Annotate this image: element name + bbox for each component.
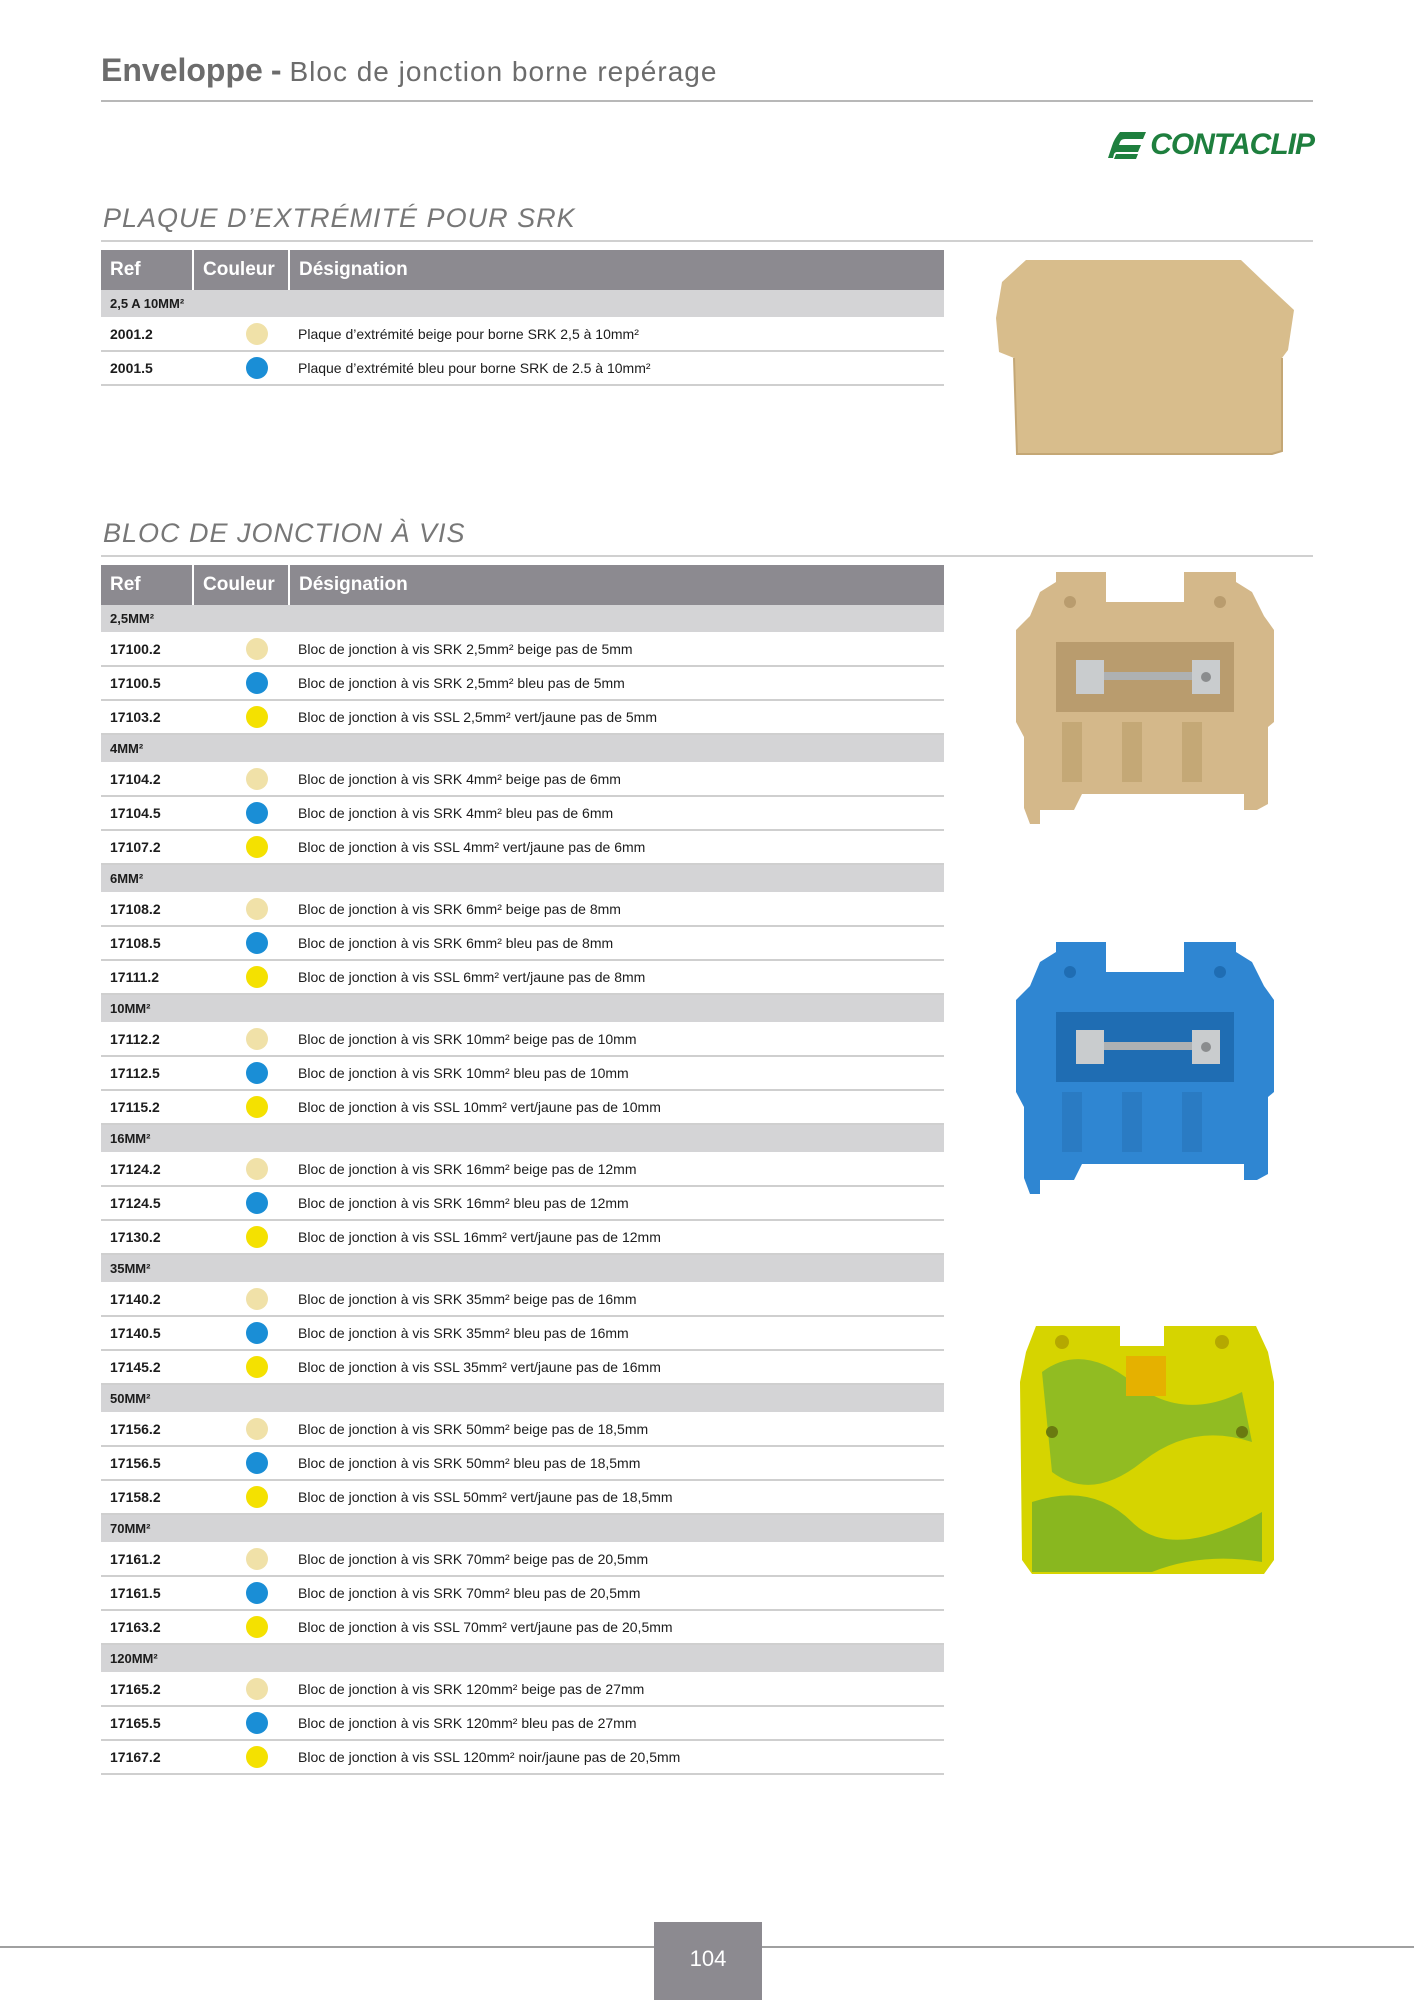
screw-terminal-table: [101, 565, 944, 1775]
color-swatch-beige: [246, 768, 268, 790]
designation-cell: Bloc de jonction à vis SRK 70mm² bleu pas de 20,5mm: [289, 1576, 944, 1610]
color-cell: [193, 1480, 289, 1514]
group-row: [101, 994, 944, 1023]
ref-cell: 17124.2: [101, 1153, 193, 1187]
ref-cell: 17112.5: [101, 1056, 193, 1090]
table-row: [101, 1413, 944, 1447]
designation-cell: Bloc de jonction à vis SRK 35mm² beige pas de 16mm: [289, 1283, 944, 1317]
table-row: [101, 1673, 944, 1707]
color-swatch-bleu: [246, 1322, 268, 1344]
designation-cell: Bloc de jonction à vis SSL 35mm² vert/jaune pas de 16mm: [289, 1350, 944, 1384]
section-heading-end-plate: PLAQUE D’EXTRÉMITÉ POUR SRK: [103, 203, 576, 233]
table-row: [101, 763, 944, 797]
table-row: [101, 1543, 944, 1577]
designation-cell: Bloc de jonction à vis SRK 4mm² beige pas de 6mm: [289, 763, 944, 797]
table-row: [101, 960, 944, 994]
color-cell: [193, 1220, 289, 1254]
ref-cell: 2001.2: [101, 318, 193, 352]
color-swatch-bleu: [246, 1192, 268, 1214]
designation-cell: Bloc de jonction à vis SRK 16mm² bleu pas de 12mm: [289, 1186, 944, 1220]
contaclip-logo-mark-icon: [1108, 129, 1148, 161]
ref-cell: 17158.2: [101, 1480, 193, 1514]
section-divider: [101, 240, 1313, 242]
color-swatch-beige: [246, 1158, 268, 1180]
designation-cell: Bloc de jonction à vis SSL 2,5mm² vert/jaune pas de 5mm: [289, 700, 944, 734]
color-swatch-vert-jaune: [246, 1096, 268, 1118]
column-header-designation: Désignation: [289, 565, 944, 605]
page-title: [101, 52, 717, 89]
column-header-couleur: Couleur: [193, 565, 289, 605]
color-cell: [193, 633, 289, 667]
color-cell: [193, 666, 289, 700]
ref-cell: 17140.5: [101, 1316, 193, 1350]
ref-cell: 17140.2: [101, 1283, 193, 1317]
color-cell: [193, 700, 289, 734]
table-row: [101, 1220, 944, 1254]
group-label: 35MM²: [101, 1254, 944, 1283]
section-heading-screw-terminal: BLOC DE JONCTION À VIS: [103, 518, 466, 548]
color-swatch-bleu: [246, 1712, 268, 1734]
designation-cell: Plaque d’extrémité beige pour borne SRK 2,5 à 10mm²: [289, 318, 944, 352]
ref-cell: 17124.5: [101, 1186, 193, 1220]
ref-cell: 17156.2: [101, 1413, 193, 1447]
ref-cell: 17103.2: [101, 700, 193, 734]
ref-cell: 17161.5: [101, 1576, 193, 1610]
group-label: 16MM²: [101, 1124, 944, 1153]
table-row: [101, 1706, 944, 1740]
group-row: [101, 864, 944, 893]
color-cell: [193, 1610, 289, 1644]
page-title-main: Enveloppe: [101, 52, 263, 88]
page-title-separator: -: [270, 52, 282, 88]
group-row: [101, 734, 944, 763]
table-row: [101, 633, 944, 667]
designation-cell: Plaque d’extrémité bleu pour borne SRK de 2.5 à 10mm²: [289, 351, 944, 385]
color-cell: [193, 1090, 289, 1124]
designation-cell: Bloc de jonction à vis SRK 6mm² beige pas de 8mm: [289, 893, 944, 927]
designation-cell: Bloc de jonction à vis SSL 50mm² vert/jaune pas de 18,5mm: [289, 1480, 944, 1514]
section-divider: [101, 555, 1313, 557]
table-row: [101, 1740, 944, 1774]
ref-cell: 17165.2: [101, 1673, 193, 1707]
table-row: [101, 893, 944, 927]
ref-cell: 17112.2: [101, 1023, 193, 1057]
color-swatch-vert-jaune: [246, 1226, 268, 1248]
page-number: 104: [654, 1922, 762, 2000]
designation-cell: Bloc de jonction à vis SRK 10mm² beige pas de 10mm: [289, 1023, 944, 1057]
color-swatch-vert-jaune: [246, 1356, 268, 1378]
ref-cell: 17156.5: [101, 1446, 193, 1480]
table-row: [101, 1090, 944, 1124]
ref-cell: 17100.2: [101, 633, 193, 667]
table-row: [101, 351, 944, 385]
ref-cell: 2001.5: [101, 351, 193, 385]
group-row: [101, 1644, 944, 1673]
color-cell: [193, 830, 289, 864]
color-cell: [193, 926, 289, 960]
group-row: [101, 290, 944, 318]
table-row: [101, 1056, 944, 1090]
color-cell: [193, 351, 289, 385]
color-swatch-bleu: [246, 1452, 268, 1474]
ref-cell: 17108.2: [101, 893, 193, 927]
ref-cell: 17161.2: [101, 1543, 193, 1577]
color-cell: [193, 960, 289, 994]
color-swatch-bleu: [246, 1062, 268, 1084]
color-swatch-beige: [246, 1678, 268, 1700]
ref-cell: 17167.2: [101, 1740, 193, 1774]
table-row: [101, 1023, 944, 1057]
title-divider: [101, 100, 1313, 102]
designation-cell: Bloc de jonction à vis SRK 120mm² beige pas de 27mm: [289, 1673, 944, 1707]
color-cell: [193, 1316, 289, 1350]
designation-cell: Bloc de jonction à vis SSL 70mm² vert/jaune pas de 20,5mm: [289, 1610, 944, 1644]
designation-cell: Bloc de jonction à vis SRK 50mm² bleu pas de 18,5mm: [289, 1446, 944, 1480]
table-row: [101, 830, 944, 864]
color-swatch-bleu: [246, 932, 268, 954]
color-swatch-bleu: [246, 672, 268, 694]
table-row: [101, 1283, 944, 1317]
color-swatch-bleu: [246, 357, 268, 379]
group-label: 10MM²: [101, 994, 944, 1023]
color-cell: [193, 796, 289, 830]
color-swatch-vert-jaune: [246, 1746, 268, 1768]
color-cell: [193, 1446, 289, 1480]
ref-cell: 17100.5: [101, 666, 193, 700]
table-header-row: [101, 250, 944, 290]
table-row: [101, 700, 944, 734]
designation-cell: Bloc de jonction à vis SSL 120mm² noir/jaune pas de 20,5mm: [289, 1740, 944, 1774]
column-header-ref: Ref: [101, 565, 193, 605]
color-cell: [193, 1283, 289, 1317]
color-swatch-beige: [246, 1418, 268, 1440]
table-row: [101, 1186, 944, 1220]
ref-cell: 17130.2: [101, 1220, 193, 1254]
ref-cell: 17108.5: [101, 926, 193, 960]
group-label: 70MM²: [101, 1514, 944, 1543]
color-swatch-vert-jaune: [246, 706, 268, 728]
group-row: [101, 1384, 944, 1413]
ref-cell: 17163.2: [101, 1610, 193, 1644]
color-swatch-vert-jaune: [246, 1486, 268, 1508]
table-row: [101, 1576, 944, 1610]
table-header-row: [101, 565, 944, 605]
contaclip-logo-text: CONTACLIP: [1150, 128, 1314, 161]
color-swatch-beige: [246, 898, 268, 920]
group-row: [101, 1124, 944, 1153]
designation-cell: Bloc de jonction à vis SRK 2,5mm² bleu pas de 5mm: [289, 666, 944, 700]
color-cell: [193, 318, 289, 352]
ref-cell: 17104.2: [101, 763, 193, 797]
color-cell: [193, 1413, 289, 1447]
designation-cell: Bloc de jonction à vis SRK 70mm² beige pas de 20,5mm: [289, 1543, 944, 1577]
end-plate-table: [101, 250, 944, 386]
color-cell: [193, 1576, 289, 1610]
designation-cell: Bloc de jonction à vis SRK 35mm² bleu pas de 16mm: [289, 1316, 944, 1350]
table-row: [101, 1153, 944, 1187]
table-row: [101, 796, 944, 830]
ref-cell: 17165.5: [101, 1706, 193, 1740]
color-swatch-bleu: [246, 802, 268, 824]
terminal-block-blue-image: [1012, 942, 1280, 1198]
page-title-subtitle: Bloc de jonction borne repérage: [289, 56, 718, 87]
designation-cell: Bloc de jonction à vis SSL 4mm² vert/jaune pas de 6mm: [289, 830, 944, 864]
table-row: [101, 1610, 944, 1644]
column-header-ref: Ref: [101, 250, 193, 290]
designation-cell: Bloc de jonction à vis SRK 6mm² bleu pas de 8mm: [289, 926, 944, 960]
group-label: 2,5 A 10MM²: [101, 290, 944, 318]
color-swatch-beige: [246, 1028, 268, 1050]
group-row: [101, 1254, 944, 1283]
color-swatch-beige: [246, 638, 268, 660]
contaclip-logo: [1108, 128, 1314, 162]
color-cell: [193, 1153, 289, 1187]
table-row: [101, 1350, 944, 1384]
designation-cell: Bloc de jonction à vis SRK 50mm² beige pas de 18,5mm: [289, 1413, 944, 1447]
color-cell: [193, 1673, 289, 1707]
designation-cell: Bloc de jonction à vis SSL 10mm² vert/jaune pas de 10mm: [289, 1090, 944, 1124]
table-row: [101, 318, 944, 352]
color-cell: [193, 893, 289, 927]
designation-cell: Bloc de jonction à vis SRK 2,5mm² beige pas de 5mm: [289, 633, 944, 667]
group-label: 120MM²: [101, 1644, 944, 1673]
column-header-couleur: Couleur: [193, 250, 289, 290]
designation-cell: Bloc de jonction à vis SRK 10mm² bleu pas de 10mm: [289, 1056, 944, 1090]
designation-cell: Bloc de jonction à vis SSL 6mm² vert/jaune pas de 8mm: [289, 960, 944, 994]
ref-cell: 17104.5: [101, 796, 193, 830]
color-swatch-vert-jaune: [246, 836, 268, 858]
designation-cell: Bloc de jonction à vis SRK 120mm² bleu pas de 27mm: [289, 1706, 944, 1740]
group-label: 50MM²: [101, 1384, 944, 1413]
group-label: 2,5MM²: [101, 605, 944, 633]
ref-cell: 17115.2: [101, 1090, 193, 1124]
color-swatch-bleu: [246, 1582, 268, 1604]
table-row: [101, 1316, 944, 1350]
color-swatch-beige: [246, 323, 268, 345]
table-row: [101, 926, 944, 960]
color-swatch-beige: [246, 1288, 268, 1310]
color-swatch-vert-jaune: [246, 1616, 268, 1638]
group-row: [101, 1514, 944, 1543]
color-swatch-vert-jaune: [246, 966, 268, 988]
color-cell: [193, 1186, 289, 1220]
color-cell: [193, 1706, 289, 1740]
ref-cell: 17111.2: [101, 960, 193, 994]
color-cell: [193, 1740, 289, 1774]
table-row: [101, 666, 944, 700]
group-row: [101, 605, 944, 633]
designation-cell: Bloc de jonction à vis SRK 4mm² bleu pas de 6mm: [289, 796, 944, 830]
color-swatch-beige: [246, 1548, 268, 1570]
color-cell: [193, 1543, 289, 1577]
ref-cell: 17107.2: [101, 830, 193, 864]
group-label: 6MM²: [101, 864, 944, 893]
color-cell: [193, 1056, 289, 1090]
table-row: [101, 1480, 944, 1514]
color-cell: [193, 1350, 289, 1384]
terminal-block-beige-image: [1012, 572, 1280, 828]
designation-cell: Bloc de jonction à vis SSL 16mm² vert/jaune pas de 12mm: [289, 1220, 944, 1254]
group-label: 4MM²: [101, 734, 944, 763]
column-header-designation: Désignation: [289, 250, 944, 290]
terminal-block-green-yellow-image: [1012, 1322, 1280, 1580]
end-plate-beige-image: [996, 258, 1294, 458]
ref-cell: 17145.2: [101, 1350, 193, 1384]
color-cell: [193, 1023, 289, 1057]
table-row: [101, 1446, 944, 1480]
color-cell: [193, 763, 289, 797]
designation-cell: Bloc de jonction à vis SRK 16mm² beige pas de 12mm: [289, 1153, 944, 1187]
